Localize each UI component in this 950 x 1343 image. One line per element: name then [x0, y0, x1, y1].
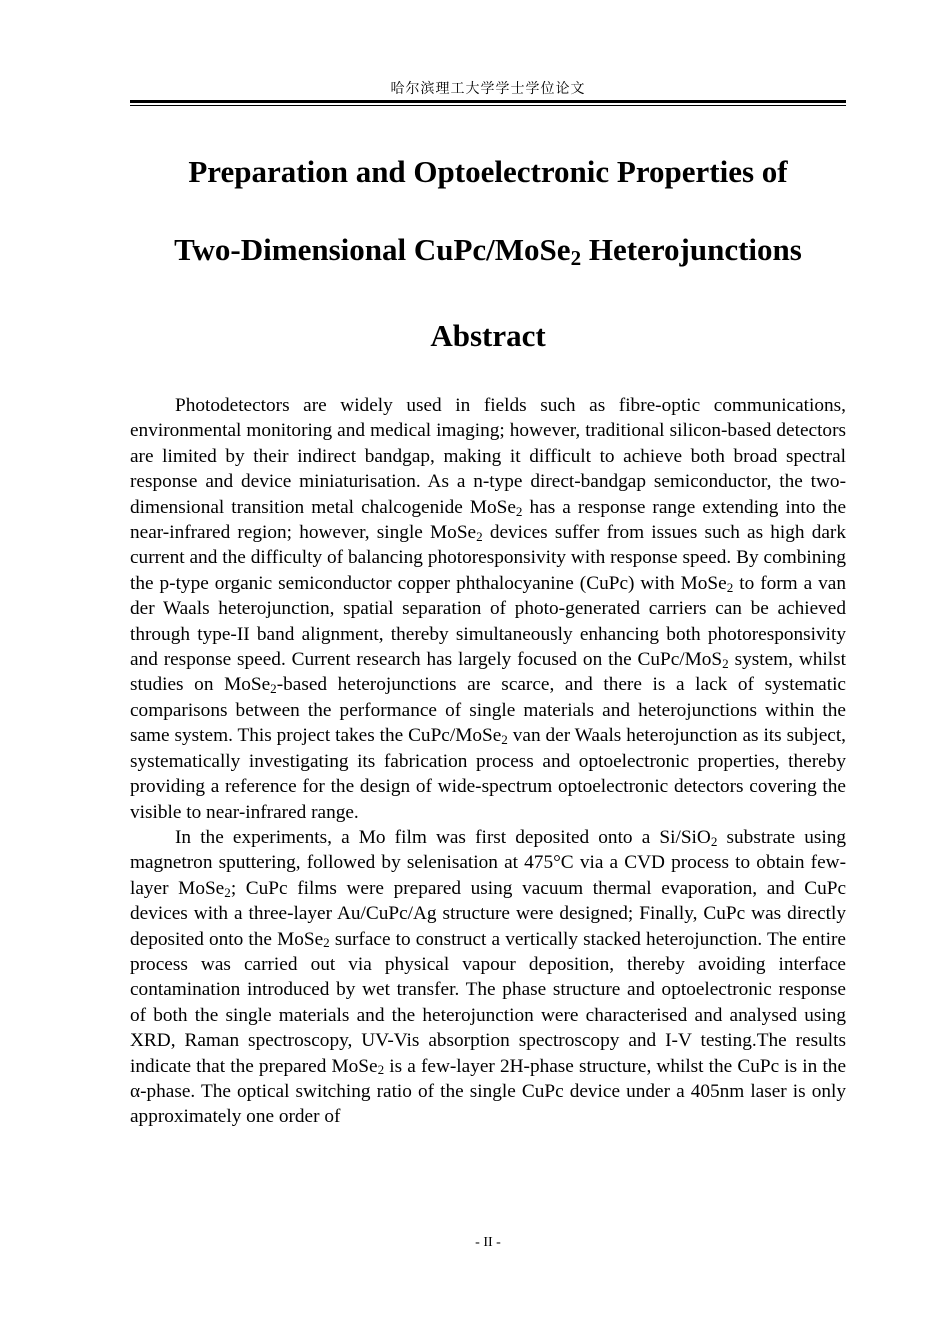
- p1-text-4: devices suffer from issues such as high dark current and the difficulty of balancing photoresponsivity with response speed. By combining the p-type organic semiconductor copper phthalocyanine (CuPc) with MoSe: [130, 522, 846, 594]
- p1-sub-7: 2: [722, 655, 729, 671]
- p1-sub-5: 2: [726, 579, 734, 595]
- p2-sub-1: 2: [710, 833, 718, 849]
- p1-text-10: -based heterojunctions are scarce, and there is a lack of systematic comparisons between the performance of single materials and heterojunctions within the same system. This project takes the CuPc/MoSe: [130, 674, 846, 747]
- abstract-paragraph-1: [130, 393, 846, 825]
- abstract-heading: Abstract: [430, 318, 546, 353]
- p1-text-6: to form a van der Waals heterojunction, spatial separation of photo-generated carriers can be achieved through type-II band alignment, thereby simultaneously enhancing both photoresponsivity and response speed. Current research has largely focused on the CuPc/MoS: [130, 572, 847, 671]
- header-rule-thick: [130, 100, 846, 103]
- p1-text-0: Photodetectors are widely used in fields such as fibre-optic communications, environmental monitoring and medical imaging; however, traditional silicon-based detectors are limited by their indirect bandgap, making it difficult to achieve both broad spectral response and device miniaturisation. As a n-type direct-bandgap semiconductor, the two-dimensional transition metal chalcogenide MoSe: [130, 395, 846, 518]
- running-header: 哈尔滨理工大学学士学位论文: [390, 81, 586, 97]
- title-subscript: 2: [570, 245, 582, 270]
- title-line2-prefix: Two-Dimensional CuPc/MoSe: [174, 232, 571, 267]
- abstract-body: [130, 393, 846, 1130]
- page-number: - II -: [475, 1235, 501, 1250]
- p2-sub-7: 2: [377, 1062, 385, 1078]
- header-rule-thin: [130, 105, 846, 106]
- p1-sub-9: 2: [270, 681, 277, 697]
- p1-text-12: van der Waals heterojunction as its subject, systematically investigating its fabrication process and optoelectronic properties, thereby providing a reference for the design of wide-spectrum optoelectronic detectors covering the visible to near-infrared range.: [130, 725, 847, 823]
- p2-sub-3: 2: [224, 884, 231, 900]
- p1-sub-3: 2: [476, 528, 483, 544]
- thesis-title-line-1: Preparation and Optoelectronic Properties of: [188, 154, 788, 189]
- p2-text-2: substrate using magnetron sputtering, followed by selenisation at 475°C via a CVD process to obtain few-layer MoSe: [130, 826, 846, 899]
- thesis-title-line-2: [130, 230, 846, 270]
- abstract-paragraph-2: [130, 825, 846, 1130]
- p1-text-2: has a response range extending into the near-infrared region; however, single MoSe: [130, 496, 847, 544]
- p1-sub-11: 2: [501, 732, 508, 748]
- title-line2-suffix: Heterojunctions: [581, 232, 802, 267]
- p1-sub-1: 2: [515, 503, 523, 519]
- p2-text-6: surface to construct a vertically stacked heterojunction. The entire process was carried out via physical vapour deposition, thereby avoiding interface contamination introduced by wet transfer. The phase structure and optoelectronic response of both the single materials and the heterojunction were characterised and analysed using XRD, Raman spectroscopy, UV-Vis absorption spectroscopy and I-V testing.The results indicate that the prepared MoSe: [130, 928, 846, 1077]
- p1-text-8: system, whilst studies on MoSe: [130, 649, 846, 696]
- p2-text-8: is a few-layer 2H-phase structure, whilst the CuPc is in the α-phase. The optical switching ratio of the single CuPc device under a 405nm laser is only approximately one order of: [130, 1055, 846, 1128]
- p2-sub-5: 2: [323, 935, 330, 951]
- p2-text-4: ; CuPc films were prepared using vacuum thermal evaporation, and CuPc devices with a three-layer Au/CuPc/Ag structure were designed; Finally, CuPc was directly deposited onto the MoSe: [130, 877, 847, 950]
- p2-text-0: In the experiments, a Mo film was first deposited onto a Si/SiO: [175, 826, 711, 848]
